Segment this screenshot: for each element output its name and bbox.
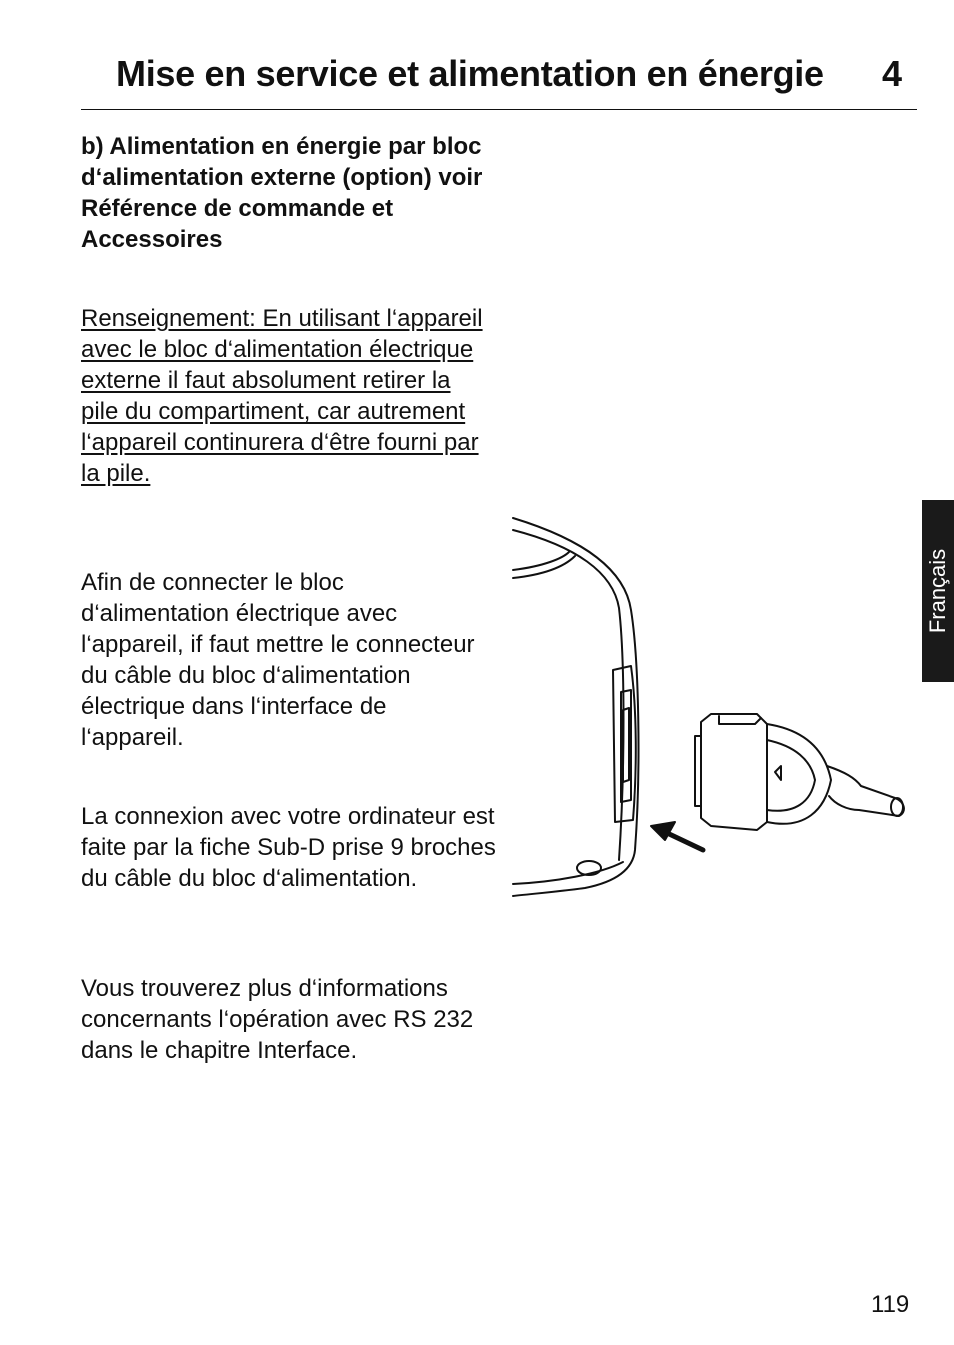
- device-body: [513, 518, 638, 896]
- insert-arrow-icon: [651, 822, 703, 850]
- section-heading: b) Alimentation en énergie par bloc d‘alimentation externe (option) voir Référence de commande et Accessoires: [81, 133, 483, 253]
- header-divider: [81, 109, 917, 110]
- body-paragraph-rs232: Vous trouverez plus d‘informations concernants l‘opération avec RS 232 dans le chapitre Interface.: [81, 975, 474, 1064]
- device-port: [613, 666, 636, 822]
- language-tab-label: Français: [925, 548, 950, 634]
- language-tab: [922, 500, 954, 682]
- body-paragraph-connect: Afin de connecter le bloc d‘alimentation électrique avec l‘appareil, if faut mettre le connecteur du câble du bloc d‘alimentation électrique dans l‘interface de l‘appareil.: [81, 569, 475, 751]
- chapter-number: 4: [882, 53, 903, 94]
- note-paragraph: Renseignement: En utilisant l‘appareil avec le bloc d‘alimentation électrique externe il faut absolument retirer la pile du compartiment, car autrement l‘appareil continurera d‘être fourni par la pile.: [81, 305, 483, 487]
- body-paragraph-computer: La connexion avec votre ordinateur est faite par la fiche Sub-D prise 9 broches du câble du bloc d‘alimentation.: [81, 803, 496, 892]
- page-number: 119: [871, 1291, 910, 1318]
- device-connector-illustration: [505, 510, 915, 900]
- power-connector: [695, 714, 904, 830]
- page-title: Mise en service et alimentation en énergie: [116, 53, 824, 94]
